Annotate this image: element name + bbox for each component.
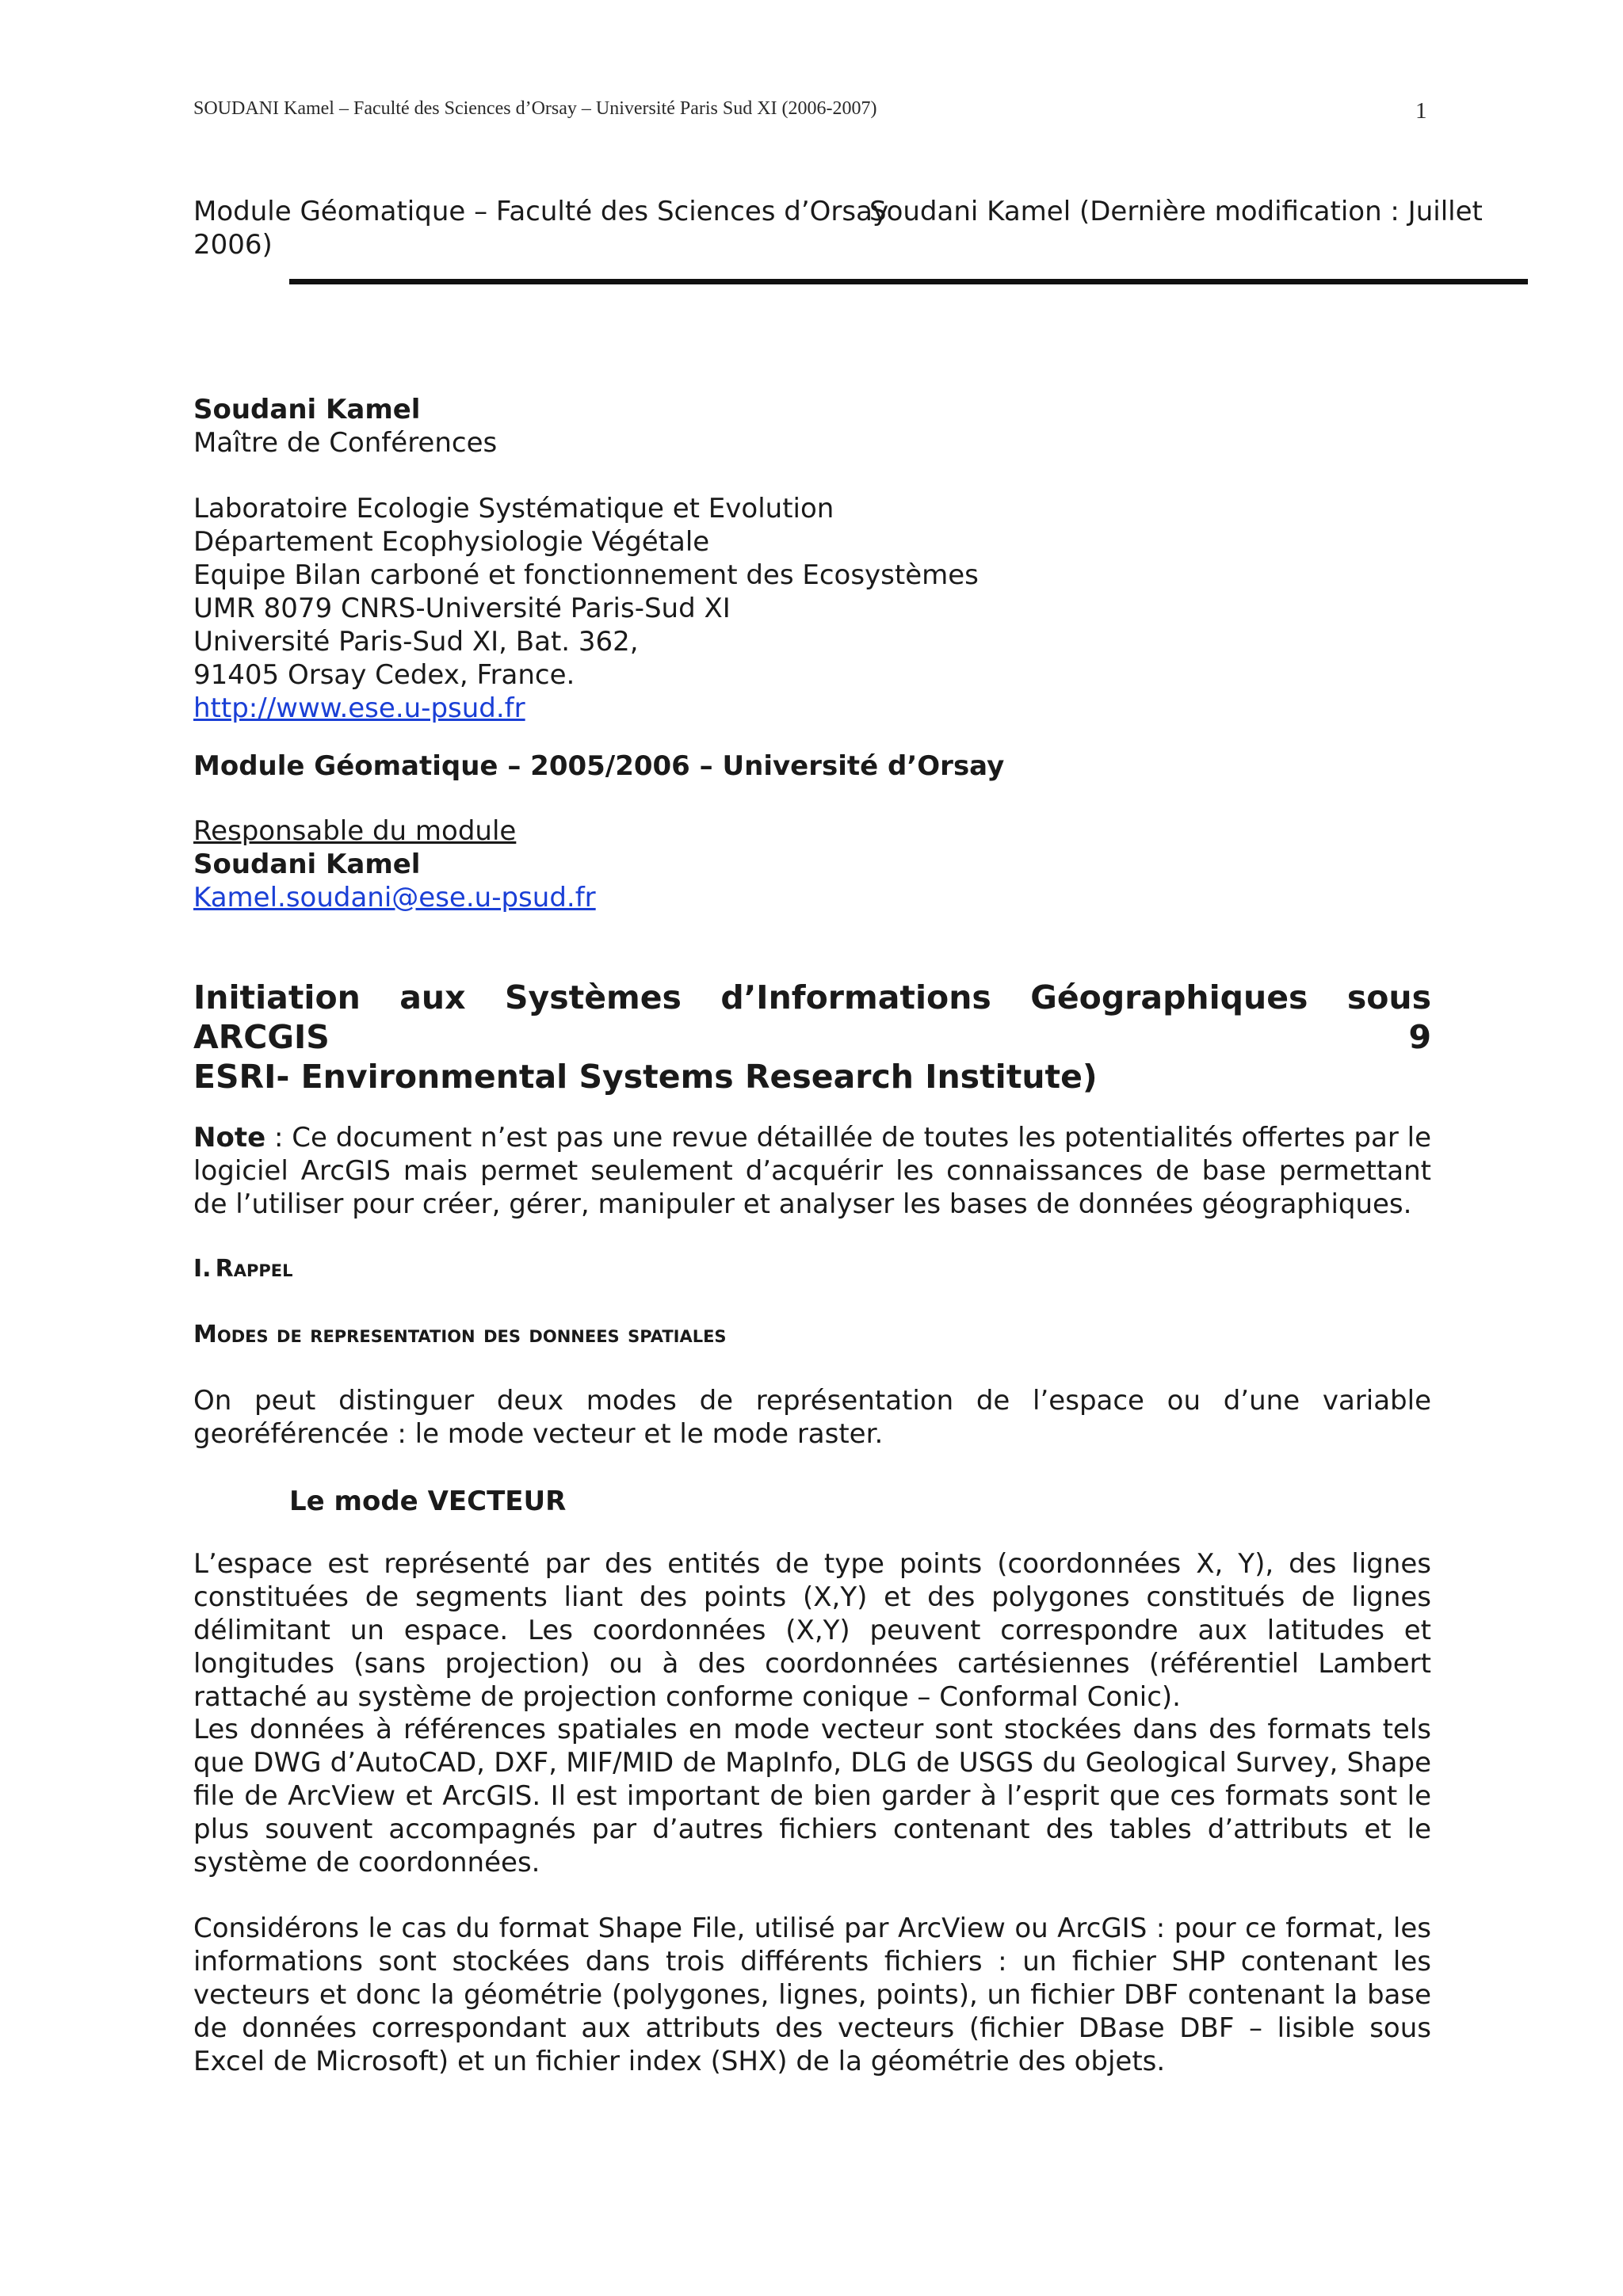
- section-heading: [193, 1255, 293, 1283]
- body-paragraph: Considérons le cas du format Shape File, utilisé par ArcView ou ArcGIS : pour ce format, les informations sont stockées dans trois différents fichiers : un fichier SHP contenant les vecteurs et donc la géométrie (polygones, lignes, points), un fichier DBF contenant la base de données correspondant aux attributs des vecteurs (fichier DBase DBF – lisible sous Excel de Microsoft) et un fichier index (SHX) de la géométrie des objets.: [193, 1913, 1431, 2077]
- body-paragraph: L’espace est représenté par des entités de type points (coordonnées X, Y), des lignes constituées de segments liant des points (X,Y) et des polygones constitués de lignes délimitant un espace. Les coordonnées (X,Y) peuvent correspondre aux latitudes et longitudes (sans projection) ou à des coordonnées cartésiennes (référentiel Lambert rattaché au système de projection conforme conique – Conformal Conic).: [193, 1548, 1431, 1713]
- website-link[interactable]: http://www.ese.u-psud.fr: [193, 692, 525, 724]
- address-block: [193, 492, 979, 725]
- document-title-line2: ESRI- Environmental Systems Research Institute): [193, 1058, 1098, 1096]
- author-block: [193, 393, 497, 460]
- address-line: UMR 8079 CNRS-Université Paris-Sud XI: [193, 593, 731, 624]
- intro-paragraph: On peut distinguer deux modes de représentation de l’espace ou d’une variable georéférencée : le mode vecteur et le mode raster.: [193, 1385, 1431, 1450]
- author-name: Soudani Kamel: [193, 394, 421, 425]
- section-title: Rappel: [215, 1255, 293, 1283]
- address-line: Département Ecophysiologie Végétale: [193, 526, 710, 558]
- address-line: Laboratoire Ecologie Systématique et Evolution: [193, 493, 834, 524]
- address-line: Equipe Bilan carboné et fonctionnement des Ecosystèmes: [193, 559, 979, 591]
- body-paragraph: Les données à références spatiales en mode vecteur sont stockées dans des formats tels que DWG d’AutoCAD, DXF, MIF/MID de MapInfo, DLG de USGS du Geological Survey, Shape file de ArcView et ArcGIS. Il est important de bien garder à l’esprit que ces formats sont le plus souvent accompagnés par d’autres fichiers contenant des tables d’attributs et le système de coordonnées.: [193, 1714, 1431, 1878]
- address-line: Université Paris-Sud XI, Bat. 362,: [193, 626, 639, 658]
- email-link[interactable]: Kamel.soudani@ese.u-psud.fr: [193, 882, 596, 913]
- note-label: Note: [193, 1122, 266, 1154]
- note-text: : Ce document n’est pas une revue détaillée de toutes les potentialités offertes par le logiciel ArcGIS mais permet seulement d’acquérir les connaissances de base permettant de l’utiliser pour créer, gérer, manipuler et analyser les bases de données géographiques.: [193, 1122, 1431, 1220]
- header-rule: [289, 279, 1528, 284]
- document-title-line1: Initiation aux Systèmes d’Informations Géographiques sous ARCGIS 9: [193, 978, 1431, 1056]
- subsection-heading: Modes de representation des donnees spatiales: [193, 1321, 727, 1348]
- document-title: [193, 978, 1431, 1097]
- page-header-left: Module Géomatique – Faculté des Sciences d’Orsay: [193, 196, 889, 227]
- module-title: Module Géomatique – 2005/2006 – Université d’Orsay: [193, 750, 1005, 782]
- responsible-label: Responsable du module: [193, 815, 517, 847]
- note-paragraph: [193, 1121, 1431, 1221]
- page-header-continuation: 2006): [193, 229, 273, 261]
- responsible-name: Soudani Kamel: [193, 849, 421, 880]
- running-header: SOUDANI Kamel – Faculté des Sciences d’Orsay – Université Paris Sud XI (2006-2007): [193, 98, 877, 119]
- page-header-right: Soudani Kamel (Dernière modification : Juillet: [869, 196, 1483, 227]
- responsible-block: [193, 814, 596, 914]
- section-number: I.: [193, 1255, 212, 1283]
- address-line: 91405 Orsay Cedex, France.: [193, 659, 575, 691]
- page-number: 1: [1415, 98, 1427, 124]
- vector-mode-heading: Le mode VECTEUR: [289, 1486, 567, 1517]
- author-position: Maître de Conférences: [193, 427, 498, 459]
